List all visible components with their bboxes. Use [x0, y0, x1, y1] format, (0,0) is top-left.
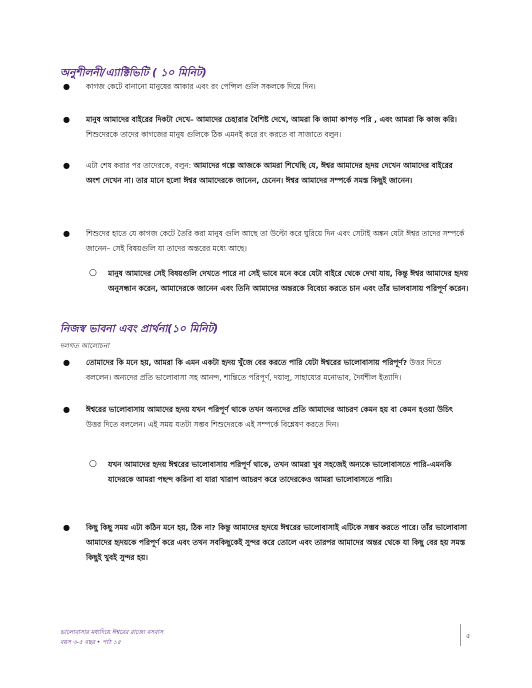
- circle-bullet-icon: ○: [89, 268, 97, 278]
- item-strong: মানুষ আমাদের বাইরের দিকটা দেখে– আমাদের চেহারার বৈশিষ্ট দেখে, আমরা কি জামা কাপড় পরি , এবং আমরা কি কাজ করি।: [86, 115, 457, 124]
- bullet-icon: ●: [63, 358, 70, 367]
- list-item: [86, 158, 468, 188]
- bullet-icon: ●: [63, 115, 70, 124]
- item-text: কাগজ কেটে বানানো মানুষের আকার এবং রং পেন্সিল গুলি সকলকে দিয়ে দিন।: [86, 82, 316, 91]
- footer-divider: [460, 624, 461, 646]
- list-item: [86, 79, 468, 94]
- item-strong: কিছু কিছু সময় এটা কঠিন মনে হয়, ঠিক না? কিন্তু আমাদের হৃদয়ে ঈশ্বরের ভালোবাসাই এটিকে সম্ভব করতে পারে। তাঁর ভালোবাসা আমাদের হৃদয়কে পরিপূর্ণ করে এবং তখন সবকিছুকেই সুন্দর করে তোলে এবং তারপর আমাদের অন্তর থেকে যা কিছু বের হয় সমস্ত কিছুই খুবই সুন্দর হয়।: [86, 523, 467, 562]
- page-number: ৫: [466, 632, 471, 640]
- bullet-icon: ●: [63, 405, 70, 414]
- bullet-icon: ●: [63, 161, 70, 170]
- sub-list-item: মানুষ আমাদের সেই বিষয়গুলি দেখতে পারে না সেই ভাবে মনে করে যেটা বাইরে থেকে দেখা যায়, কিন্তু ঈশ্বর আমাদের হৃদয় অনুসন্ধান করেন, আমাদেরকে জানেন এবং তিনি আমাদের অন্তরকে বিবেচ্য করতে চান এবং তাঁর ভালবাসায় পরিপূর্ণ করেন।: [108, 269, 469, 293]
- list-item: [86, 355, 468, 385]
- bullet-icon: ●: [63, 82, 70, 91]
- section-heading-reflection: নিজস্ব ভাবনা এবং প্রার্থনা(১০ মিনিট): [60, 323, 219, 335]
- item-strong: ঈশ্বরের ভালোবাসায় আমাদের হৃদয় যখন পরিপূর্ণ থাকে তখন অন্যদের প্রতি আমাদের আচরণ কেমন হয় বা কেমন হওয়া উচিৎ: [86, 405, 453, 414]
- item-text: এটা শেষ করার পর তাদেরকে, বলুন:: [86, 161, 194, 170]
- item-text: উত্তর দিতে বললেন। এই সময় যতটা সম্ভব শিশুদেরকে এই সম্পর্কে বিশ্লেষণ করতে দিন।: [86, 420, 339, 429]
- list-item: [86, 402, 468, 432]
- footer-lesson: বয়স ৩-৫ বছর • পাঠ ১৫: [60, 639, 121, 646]
- footer-series: [60, 628, 163, 648]
- list-item: [86, 112, 468, 142]
- list-item: [86, 520, 468, 565]
- footer-title: ভালোবাসার মধ্যদিয়ে ঈশ্বরের রাজ্যে বসবাস: [60, 629, 164, 636]
- item-text: শিশুদের হাতে যে কাগজ কেটে তৈরি করা মানুষ গুলি আছে তা উল্টো করে ঘুরিয়ে দিন এবং সেটাই অঙ্কন যেটা ঈশ্বর তাদের সম্পর্কে জানেন– সেই বিষয়গুলি যা তাদের অন্তরের মধ্যে আছে।: [86, 229, 465, 253]
- item-text: উত্তর দিতে বললেন। অন্যদের প্রতি ভালোবাসা সহ আনন্দ, শান্তিতে পরিপূর্ণ, দয়ালু, সাহায্যের মনোভাব, দৈর্যশীল ইত্যাদি।: [86, 358, 442, 382]
- item-text: শিশুদেরকে তাদের কাগজের মানুষ গুলিকে ঠিক এমনই করে রং করতে বা সাজাতে বলুন।: [86, 130, 342, 139]
- bullet-icon: ●: [63, 523, 70, 532]
- section-heading-activity: অনুশীলনী/এ্যাক্টিভিটি ( ১০ মিনিট): [60, 67, 207, 79]
- list-item: [86, 226, 468, 256]
- item-strong: তোমাদের কি মনে হয়, আমরা কি এমন একটা হৃদয় খুঁজে বের করতে পারি যেটা ঈশ্বরের ভালোবাসায় পরিপূর্ণ?: [86, 358, 408, 367]
- circle-bullet-icon: ○: [89, 459, 97, 469]
- bullet-icon: ●: [63, 229, 70, 238]
- group-discussion-label: দলগত আলোচনা: [60, 342, 110, 350]
- sub-list-item: যখন আমাদের হৃদয় ঈশ্বরের ভালোবাসায় পরিপূর্ণ থাকে, তখন আমরা খুব সহজেই অন্যকে ভালোবাসতে পারি–এমনকি যাদেরকে আমরা পছন্দ করিনা বা যারা খারাপ আচরণ করে তাদেরকেও আমরা ভালোবাসতে পারি।: [108, 460, 452, 484]
- item-strong: আমাদের গল্পে আজকে আমরা শিখেছি যে, ঈশ্বর আমাদের হৃদয় দেখেন আমাদের বাইরের অংশ দেখেন না। তার মানে হলো ঈশ্বর আমাদেরকে জানেন, চেনেন। ঈশ্বর আমাদের সম্পর্কে সমস্ত কিছুই জানেন।: [86, 161, 453, 185]
